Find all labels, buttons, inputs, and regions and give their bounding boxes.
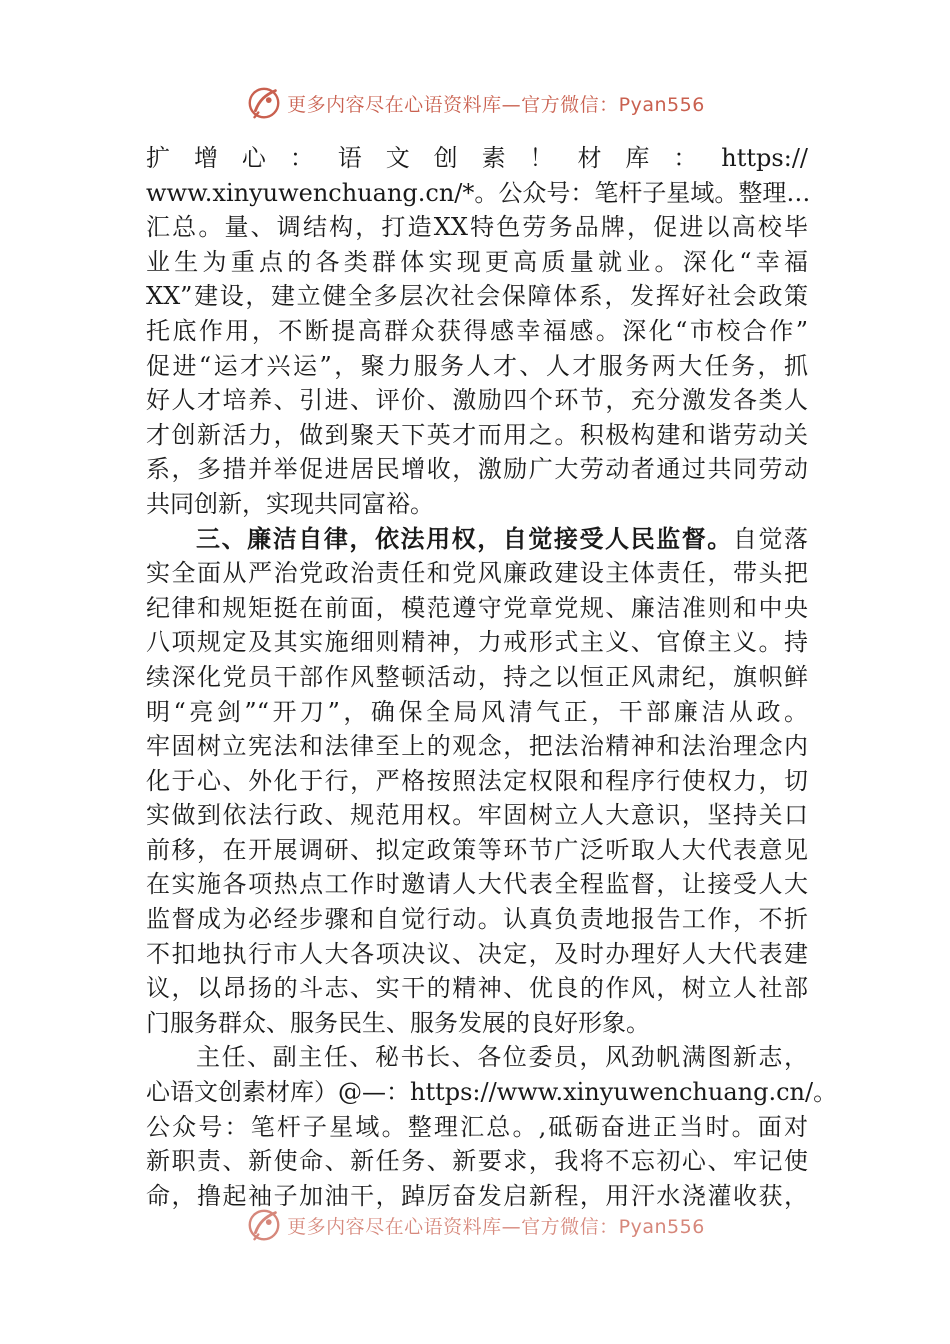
section-3-line: 议，以昂扬的斗志、实干的精神、优良的作风，树立人社部 (146, 974, 808, 1003)
section-3-line: 不扣地执行市人大各项决议、决定，及时办理好人大代表建 (146, 939, 808, 968)
section-3-heading: 三、廉洁自律，依法用权，自觉接受人民监督。 (196, 523, 733, 553)
section-3-line: 纪律和规矩挺在前面，模范遵守党章党规、廉洁准则和中央 (146, 593, 808, 622)
body-line: 系，多措并举促进居民增收，激励广大劳动者通过共同劳动 (146, 455, 808, 484)
section-3-heading-tail: 自觉落 (732, 524, 809, 553)
section-3-first-line (146, 522, 808, 557)
section-3-line: 续深化党员干部作风整顿活动，持之以恒正风肃纪，旗帜鲜 (146, 662, 808, 691)
brand-logo-icon (245, 1206, 283, 1244)
section-3-line: 实全面从严治党政治责任和党风廉政建设主体责任，带头把 (146, 559, 808, 588)
closing-line: 心语文创素材库）@—：https://www.xinyuwenchuang.cn/。 (146, 1078, 838, 1107)
section-3-line: 监督成为必经步骤和自觉行动。认真负责地报告工作，不折 (146, 905, 808, 934)
brand-logo-icon (245, 84, 283, 122)
closing-line: 命，撸起袖子加油干，踔厉奋发启新程，用汗水浇灌收获， (146, 1181, 808, 1210)
section-3-line: 在实施各项热点工作时邀请人大代表全程监督，让接受人大 (146, 870, 808, 899)
section-3-line: 化于心、外化于行，严格按照法定权限和程序行使权力，切 (146, 766, 808, 795)
body-line: 汇总。量、调结构，打造XX特色劳务品牌，促进以高校毕 (146, 213, 808, 242)
body-line: 扩 增 心 ： 语 文 创 素 ！ 材 库 ： https:// (146, 144, 808, 172)
section-3-line: 八项规定及其实施细则精神，力戒形式主义、官僚主义。持 (146, 628, 808, 657)
header-watermark-text: 更多内容尽在心语资料库—官方微信：Pyan556 (287, 93, 705, 116)
body-line: XX”建设，建立健全多层次社会保障体系，发挥好社会政策 (146, 282, 808, 311)
footer-watermark (0, 1205, 950, 1245)
section-3-line: 实做到依法行政、规范用权。牢固树立人大意识，坚持关口 (146, 801, 808, 830)
body-line: www.xinyuwenchuang.cn/*。公众号：笔杆子星域。整理… (146, 178, 811, 207)
body-line: 好人才培养、引进、评价、激励四个环节，充分激发各类人 (146, 386, 808, 415)
body-line: 促进“运才兴运”，聚力服务人才、人才服务两大任务，抓 (146, 351, 808, 380)
section-3-line: 前移，在开展调研、拟定政策等环节广泛听取人大代表意见 (146, 835, 808, 864)
closing-line: 主任、副主任、秘书长、各位委员，风劲帆满图新志， (196, 1043, 808, 1072)
body-line: 共同创新，实现共同富裕。 (146, 489, 434, 518)
section-3-line: 明“亮剑”“开刀”，确保全局风清气正，干部廉洁从政。 (146, 697, 808, 726)
header-watermark (0, 83, 950, 123)
body-line: 托底作用，不断提高群众获得感幸福感。深化“市校合作” (146, 316, 808, 345)
closing-line: 公众号：笔杆子星域。整理汇总。,砥砺奋进正当时。面对 (146, 1112, 808, 1141)
body-line: 才创新活力，做到聚天下英才而用之。积极构建和谐劳动关 (146, 420, 808, 449)
footer-watermark-text: 更多内容尽在心语资料库—官方微信：Pyan556 (287, 1215, 705, 1238)
body-line: 业生为重点的各类群体实现更高质量就业。深化“幸福 (146, 247, 808, 276)
document-body (146, 141, 838, 1213)
section-3-line: 门服务群众、服务民生、服务发展的良好形象。 (146, 1008, 650, 1037)
section-3-line: 牢固树立宪法和法律至上的观念，把法治精神和法治理念内 (146, 732, 808, 761)
closing-line: 新职责、新使命、新任务、新要求，我将不忘初心、牢记使 (146, 1147, 808, 1176)
